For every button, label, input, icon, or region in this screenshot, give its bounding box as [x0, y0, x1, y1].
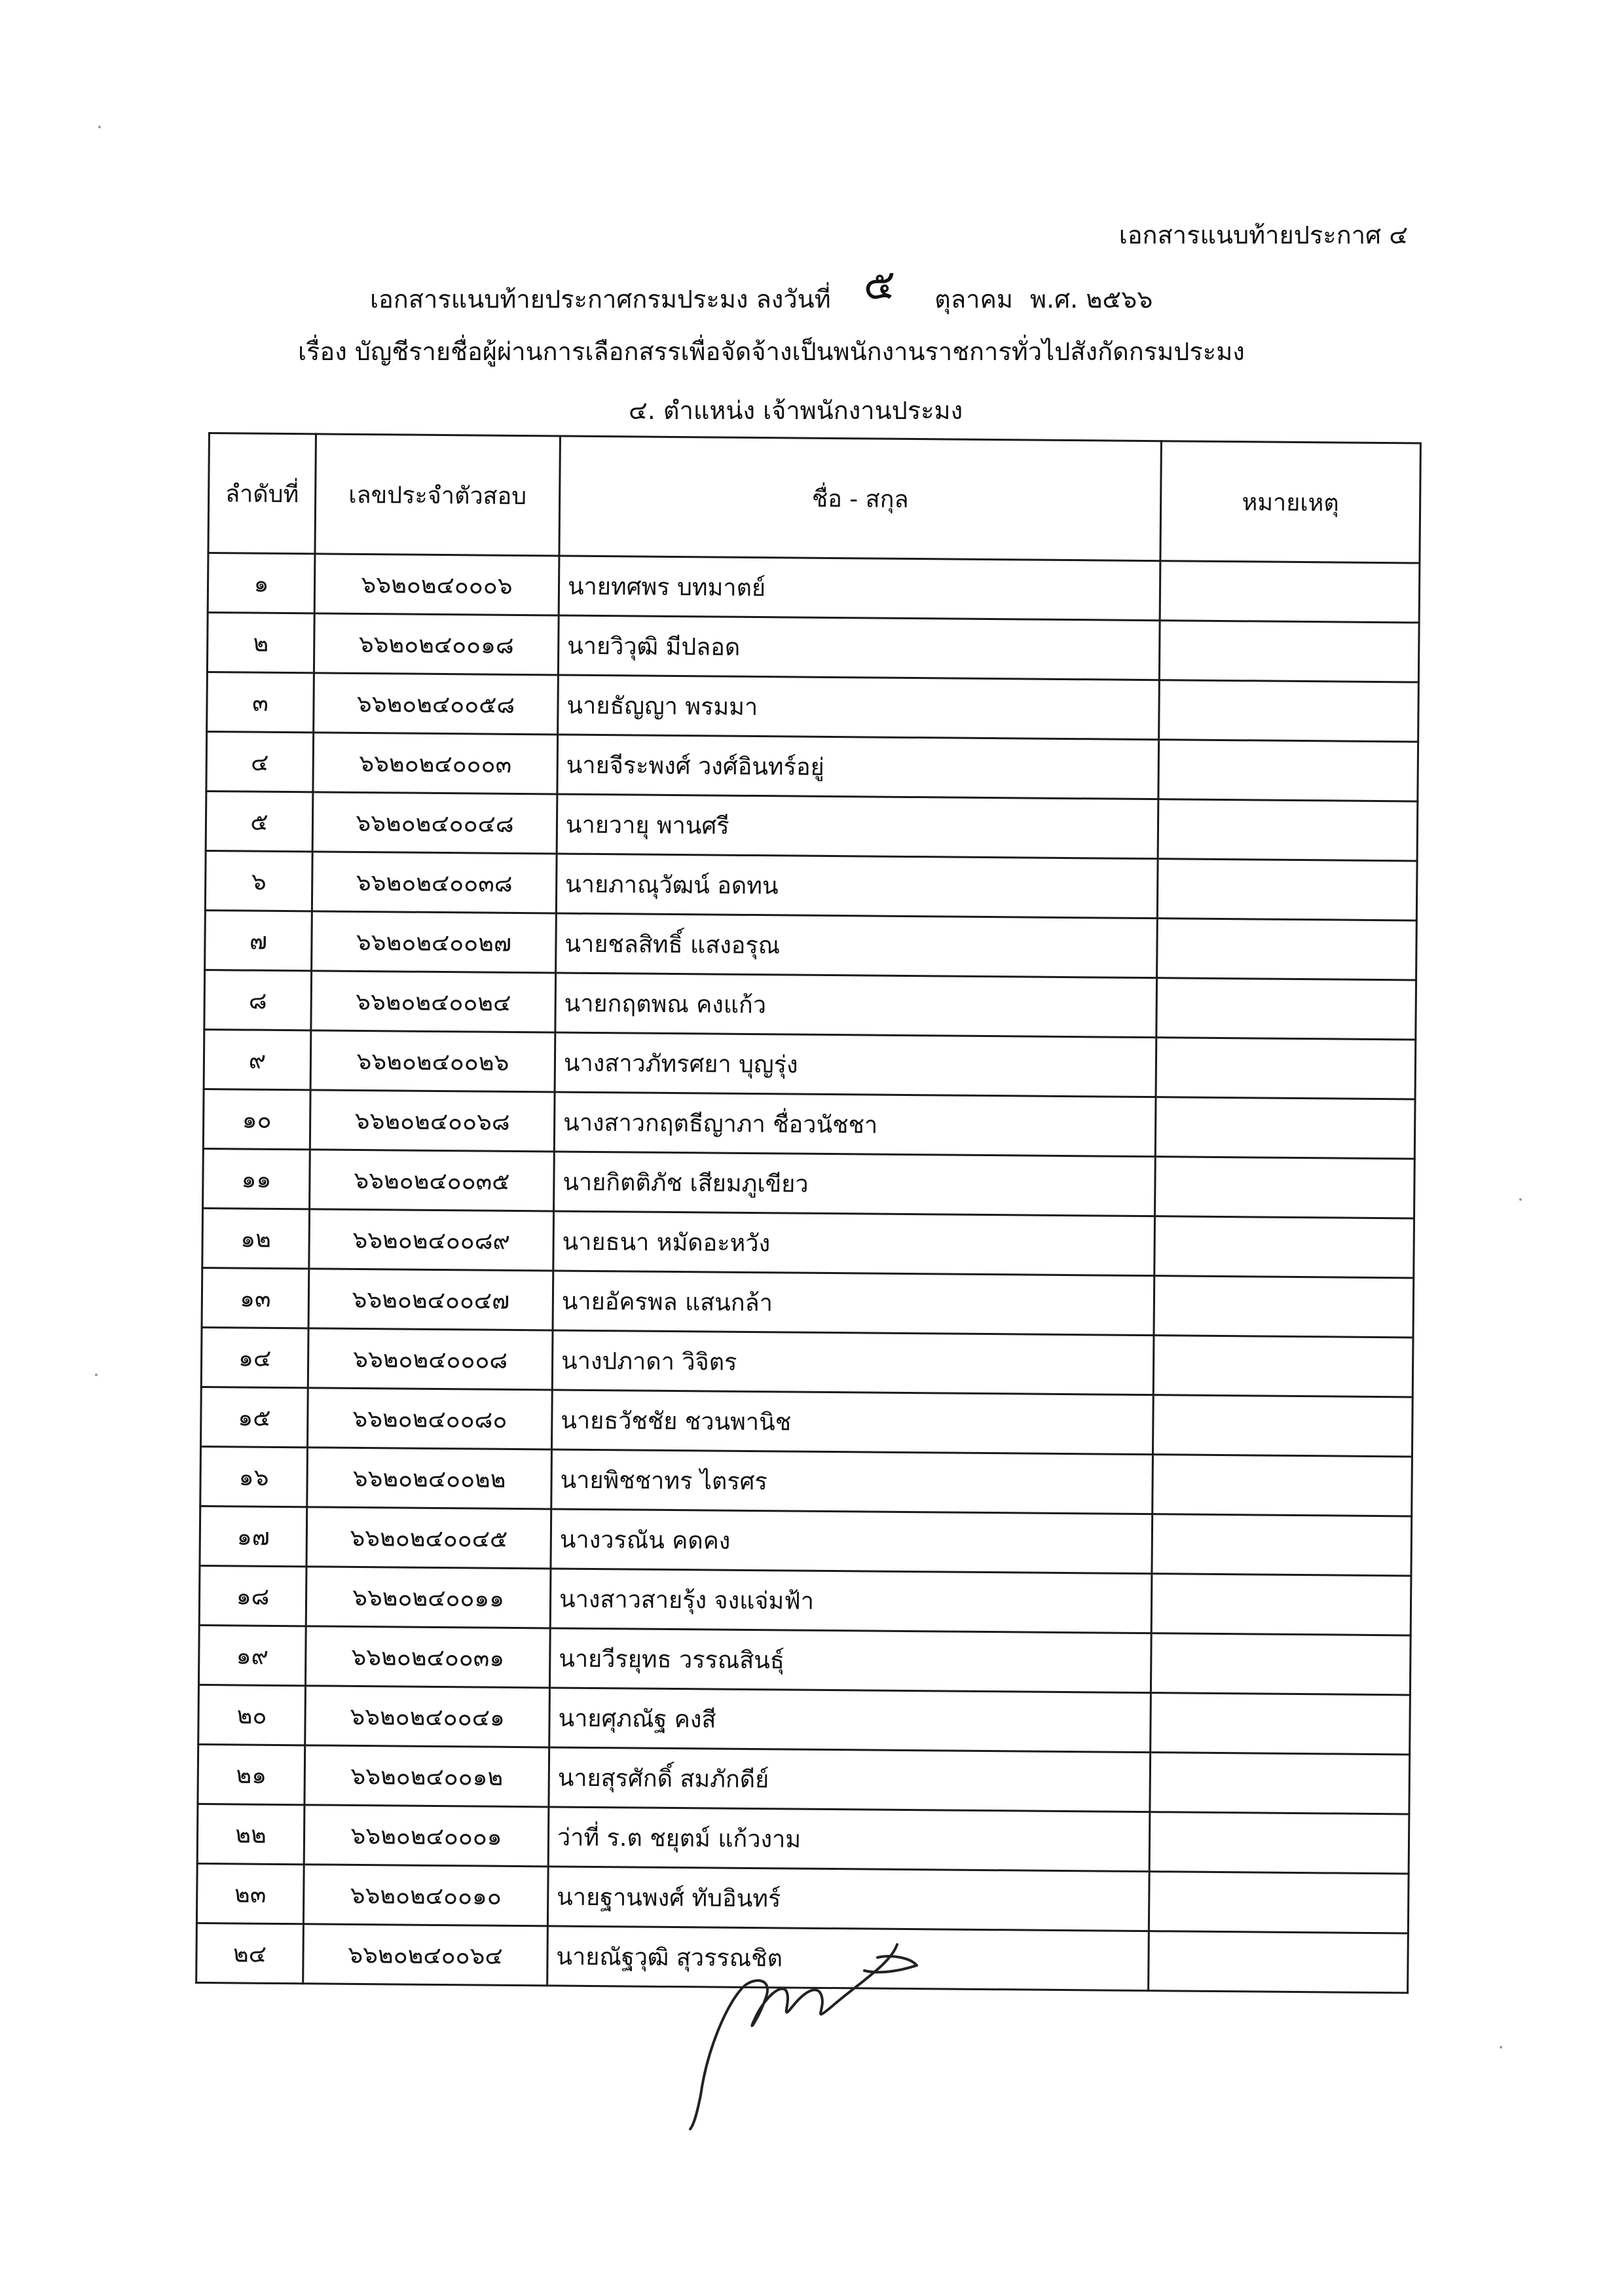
- table-row: [196, 1863, 1409, 1933]
- exam-id: ๖๖๒๐๒๔๐๐๒๒: [307, 1448, 552, 1509]
- row-number: ๑๓: [202, 1267, 309, 1328]
- table-row: [202, 1208, 1414, 1277]
- candidate-name: นายทศพร บทมาตย์: [559, 556, 1160, 621]
- remark: [1149, 1931, 1409, 1993]
- table-row: [198, 1685, 1411, 1754]
- scan-speck: [1519, 1198, 1522, 1201]
- row-number: ๗: [205, 910, 312, 970]
- remark: [1151, 1574, 1411, 1635]
- annex-label: เอกสารแนบท้ายประกาศ ๔: [1118, 221, 1408, 249]
- remark: [1159, 680, 1419, 742]
- table-row: [202, 1267, 1414, 1337]
- announcement-year: พ.ศ. ๒๕๖๖: [1029, 285, 1153, 314]
- row-number: ๑๘: [199, 1565, 306, 1626]
- row-number: ๑: [208, 553, 315, 613]
- table-row: [204, 1029, 1416, 1099]
- row-number: ๖: [205, 850, 312, 911]
- exam-id: ๖๖๒๐๒๔๐๐๔๘: [312, 792, 557, 854]
- remark: [1155, 1157, 1415, 1218]
- table-row: [205, 910, 1417, 979]
- row-number: ๒: [207, 613, 314, 673]
- signature-icon: [681, 1938, 943, 2134]
- candidate-name: นางวรณัน คดคง: [551, 1509, 1153, 1574]
- exam-id: ๖๖๒๐๒๔๐๐๔๗: [308, 1269, 553, 1330]
- remark: [1149, 1872, 1409, 1933]
- candidate-name: นางสาวกฤตธีญาภา ชื่อวนัชชา: [554, 1092, 1156, 1157]
- table-row: [207, 613, 1419, 682]
- table-body: [196, 553, 1420, 1993]
- exam-id: ๖๖๒๐๒๔๐๐๘๐: [308, 1388, 553, 1449]
- row-number: ๙: [204, 1029, 311, 1089]
- remark: [1155, 1097, 1415, 1159]
- exam-id: ๖๖๒๐๒๔๐๐๒๗: [312, 911, 557, 973]
- table-row: [205, 850, 1417, 920]
- candidate-name: นายณัฐวุฒิ สุวรรณชิต: [547, 1926, 1149, 1991]
- row-number: ๑๑: [203, 1148, 310, 1209]
- candidate-table: [195, 432, 1422, 1994]
- exam-id: ๖๖๒๐๒๔๐๐๐๑: [304, 1805, 549, 1867]
- remark: [1154, 1276, 1414, 1338]
- exam-id: ๖๖๒๐๒๔๐๐๑๘: [314, 613, 559, 675]
- exam-id: ๖๖๒๐๒๔๐๐๒๖: [310, 1030, 555, 1092]
- exam-id: ๖๖๒๐๒๔๐๐๒๔: [311, 971, 556, 1032]
- header-no: ลำดับที่: [208, 433, 316, 554]
- candidate-name: นางปภาดา วิจิตร: [552, 1330, 1154, 1395]
- table-row: [206, 731, 1418, 801]
- table-row: [208, 553, 1420, 623]
- exam-id: ๖๖๒๐๒๔๐๐๔๕: [306, 1507, 551, 1569]
- scan-speck: [1500, 2046, 1502, 2049]
- exam-id: ๖๖๒๐๒๔๐๐๓๘: [312, 852, 557, 913]
- remark: [1158, 740, 1418, 801]
- row-number: ๒๔: [196, 1923, 304, 1983]
- candidate-name: นายธัญญา พรมมา: [558, 675, 1160, 740]
- remark: [1152, 1514, 1412, 1576]
- candidate-name: นายวายุ พานศรี: [557, 794, 1158, 859]
- announcement-line: [370, 261, 1153, 315]
- candidate-name: นางสาวสายรุ้ง จงแจ่มฟ้า: [550, 1569, 1152, 1633]
- row-number: ๒๐: [198, 1685, 306, 1745]
- remark: [1153, 1455, 1412, 1516]
- subject-line: เรื่อง บัญชีรายชื่อผู้ผ่านการเลือกสรรเพื่อจัดจ้างเป็นพนักงานราชการทั่วไปสังกัดกรมประมง: [298, 337, 1245, 366]
- scan-speck: [95, 1374, 98, 1376]
- table-row: [198, 1625, 1411, 1694]
- header-remark: หมายเหตุ: [1160, 441, 1421, 563]
- candidate-name: นายภาณุวัฒน์ อดทน: [556, 854, 1158, 919]
- candidate-name: นายอัครพล แสนกล้า: [553, 1271, 1154, 1336]
- remark: [1159, 621, 1419, 682]
- row-number: ๓: [207, 672, 314, 732]
- candidate-name: นายธนา หมัดอะหวัง: [553, 1211, 1155, 1276]
- row-number: ๑๗: [200, 1506, 307, 1566]
- row-number: ๑๐: [203, 1089, 310, 1149]
- remark: [1150, 1753, 1410, 1814]
- candidate-name: นายสุรศักดิ์ สมภักดีย์: [549, 1747, 1151, 1812]
- candidate-name: นายกิตติภัช เสียมภูเขียว: [554, 1152, 1156, 1216]
- exam-id: ๖๖๒๐๒๔๐๐๐๓: [313, 733, 558, 794]
- row-number: ๔: [206, 731, 314, 792]
- candidate-name: นายวีรยุทธ วรรณสินธุ์: [549, 1628, 1151, 1693]
- candidate-name: นายวิวุฒิ มีปลอด: [558, 615, 1160, 680]
- table-row: [204, 970, 1416, 1039]
- remark: [1156, 1038, 1416, 1099]
- scan-speck: [98, 126, 101, 128]
- candidate-name: นายฐานพงศ์ ทับอินทร์: [547, 1867, 1149, 1931]
- exam-id: ๖๖๒๐๒๔๐๐๖๔: [303, 1924, 548, 1986]
- remark: [1149, 1812, 1409, 1874]
- candidate-name: ว่าที่ ร.ต ชยุตม์ แก้วงาม: [548, 1807, 1150, 1872]
- remark: [1153, 1336, 1413, 1397]
- remark: [1156, 978, 1416, 1040]
- exam-id: ๖๖๒๐๒๔๐๐๓๕: [310, 1150, 555, 1211]
- table-row: [199, 1565, 1411, 1635]
- exam-id: ๖๖๒๐๒๔๐๐๔๑: [305, 1686, 550, 1747]
- candidate-name: นายจีระพงศ์ วงศ์อินทร์อยู่: [557, 735, 1159, 799]
- table-row: [201, 1327, 1413, 1396]
- candidate-name: นายกฤตพณ คงแก้ว: [555, 973, 1157, 1038]
- remark: [1151, 1693, 1411, 1755]
- row-number: ๑๕: [201, 1387, 308, 1447]
- candidate-name: นายชลสิทธิ์ แสงอรุณ: [556, 913, 1158, 978]
- exam-id: ๖๖๒๐๒๔๐๐๑๑: [306, 1567, 551, 1628]
- exam-id: ๖๖๒๐๒๔๐๐๐๘: [308, 1328, 553, 1390]
- exam-id: ๖๖๒๐๒๔๐๐๘๙: [309, 1209, 554, 1271]
- table-row: [201, 1387, 1413, 1456]
- row-number: ๑๔: [201, 1327, 308, 1387]
- table-row: [197, 1804, 1409, 1873]
- remark: [1157, 919, 1417, 980]
- table-row: [207, 672, 1419, 741]
- remark: [1154, 1216, 1414, 1278]
- row-number: ๕: [206, 791, 313, 851]
- row-number: ๒๒: [197, 1804, 304, 1864]
- exam-id: ๖๖๒๐๒๔๐๐๓๑: [305, 1626, 550, 1688]
- exam-id: ๖๖๒๐๒๔๐๐๐๖: [314, 554, 559, 615]
- candidate-name: นายพิชชาทร ไตรศร: [551, 1449, 1153, 1514]
- position-title: ๔. ตำแหน่ง เจ้าพนักงานประมง: [629, 396, 963, 425]
- exam-id: ๖๖๒๐๒๔๐๐๑๒: [304, 1745, 549, 1807]
- announcement-month: ตุลาคม: [934, 285, 1013, 314]
- exam-id: ๖๖๒๐๒๔๐๐๑๐: [303, 1865, 548, 1926]
- table-row: [200, 1506, 1412, 1575]
- remark: [1157, 859, 1417, 920]
- table-row: [206, 791, 1418, 860]
- candidate-name: นายศุภณัฐ คงสี: [549, 1688, 1151, 1753]
- candidate-name: นายธวัชชัย ชวนพานิช: [552, 1390, 1154, 1455]
- announcement-day: ๕: [863, 261, 896, 309]
- header-exam-id: เลขประจำตัวสอบ: [315, 434, 561, 556]
- announcement-prefix: เอกสารแนบท้ายประกาศกรมประมง ลงวันที่: [370, 285, 831, 314]
- row-number: ๑๒: [202, 1208, 310, 1268]
- remark: [1160, 561, 1420, 623]
- remark: [1153, 1395, 1412, 1457]
- candidate-name: นางสาวภัทรศยา บุญรุ่ง: [555, 1032, 1156, 1097]
- table-row: [203, 1089, 1415, 1158]
- row-number: ๘: [204, 970, 312, 1030]
- table-row: [200, 1446, 1412, 1516]
- row-number: ๒๑: [198, 1744, 305, 1804]
- remark: [1151, 1633, 1411, 1695]
- exam-id: ๖๖๒๐๒๔๐๐๖๘: [310, 1090, 555, 1152]
- header-name: ชื่อ - สกุล: [559, 436, 1162, 561]
- table-header-row: [208, 433, 1420, 563]
- exam-id: ๖๖๒๐๒๔๐๐๕๘: [314, 673, 559, 735]
- table-row: [198, 1744, 1410, 1813]
- remark: [1158, 799, 1418, 861]
- table-row: [203, 1148, 1415, 1218]
- row-number: ๑๙: [198, 1625, 306, 1685]
- row-number: ๑๖: [200, 1446, 308, 1506]
- row-number: ๒๓: [196, 1863, 304, 1923]
